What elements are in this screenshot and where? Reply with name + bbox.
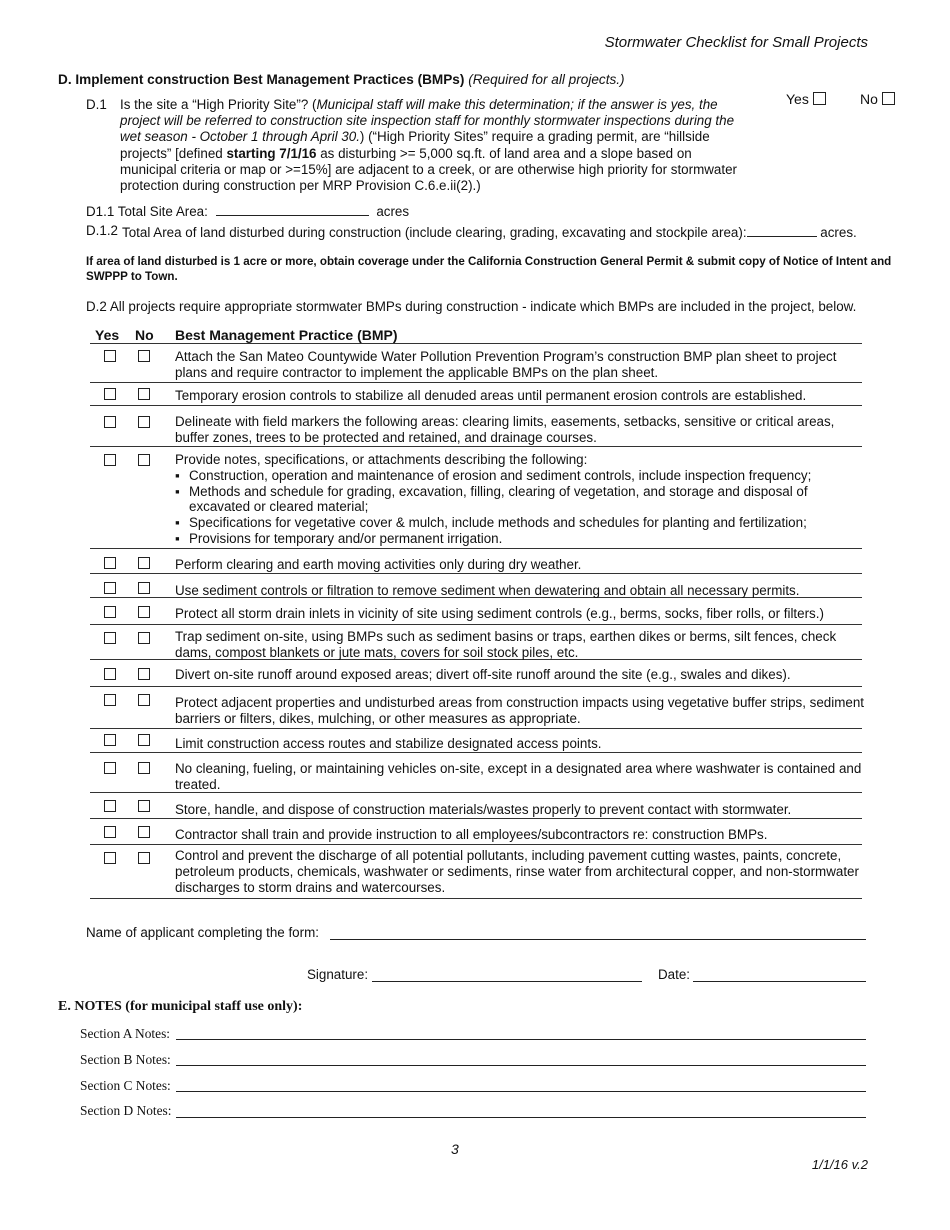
bmp-description: Provide notes, specifications, or attachments describing the following: — [175, 452, 588, 467]
bmp-yes-checkbox[interactable] — [104, 454, 116, 466]
bmp-row-text — [175, 667, 865, 683]
bmp-no-checkbox[interactable] — [138, 734, 150, 746]
bmp-yes-checkbox[interactable] — [104, 800, 116, 812]
d1-no-checkbox[interactable] — [882, 92, 895, 105]
bmp-yes-checkbox[interactable] — [104, 668, 116, 680]
bmp-bullet-item: ▪ Construction, operation and maintenance of erosion and sediment controls, include inspection frequency; — [189, 468, 865, 484]
bmp-yes-checkbox[interactable] — [104, 416, 116, 428]
bmp-row-text — [175, 827, 865, 843]
bmp-yes-checkbox[interactable] — [104, 734, 116, 746]
bmp-row-text — [175, 761, 865, 793]
bmp-no-checkbox[interactable] — [138, 582, 150, 594]
table-row-divider — [90, 446, 862, 447]
bmp-no-checkbox[interactable] — [138, 632, 150, 644]
section-d-notes-label: Section D Notes: — [80, 1103, 172, 1118]
bmp-description: Trap sediment on-site, using BMPs such as sediment basins or traps, earthen dikes or berms, silt fences, check dams, compost blankets or jute mats, covers for soil stock piles, etc. — [175, 629, 837, 660]
section-c-notes-label: Section C Notes: — [80, 1078, 171, 1093]
bmp-no-checkbox[interactable] — [138, 694, 150, 706]
bmp-no-checkbox[interactable] — [138, 350, 150, 362]
bmp-description: Temporary erosion controls to stabilize all denuded areas until permanent erosion controls are established. — [175, 388, 807, 403]
bmp-description: Control and prevent the discharge of all potential pollutants, including pavement cutting wastes, paints, concrete, petroleum products, chemicals, washwater or sediments, rinse water from architectural copper, and non-stormwater discharges to storm drains and watercourses. — [175, 848, 859, 895]
section-a-notes-field[interactable] — [176, 1039, 866, 1040]
bmp-yes-checkbox[interactable] — [104, 852, 116, 864]
d1-1-unit: acres — [376, 204, 410, 219]
bmp-row-text — [175, 629, 865, 661]
d1-2-label: Total Area of land disturbed during construction (include clearing, grading, excavating and stockpile area): — [122, 225, 747, 240]
table-row-divider — [90, 624, 862, 625]
bmp-yes-checkbox[interactable] — [104, 350, 116, 362]
bmp-no-checkbox[interactable] — [138, 416, 150, 428]
bmp-description: No cleaning, fueling, or maintaining vehicles on-site, except in a designated area where washwater is contained and treated. — [175, 761, 862, 792]
bmp-bullet-item: ▪ Methods and schedule for grading, excavation, filling, clearing of vegetation, and storage and disposal of excavated or cleared material; — [189, 484, 865, 516]
d1-no-label: No — [860, 91, 878, 107]
table-row-divider — [90, 686, 862, 687]
bmp-no-checkbox[interactable] — [138, 668, 150, 680]
table-row-divider — [90, 573, 862, 574]
table-row-divider — [90, 382, 862, 383]
col-header-no: No — [135, 327, 154, 343]
applicant-name-field[interactable] — [330, 939, 866, 940]
section-d-subtitle: (Required for all projects.) — [468, 72, 625, 87]
bmp-row-text — [175, 452, 865, 547]
d2-instructions: D.2 All projects require appropriate stormwater BMPs during construction - indicate which BMPs are included in the project, below. — [86, 299, 857, 314]
section-b-notes-field[interactable] — [176, 1065, 866, 1066]
bmp-no-checkbox[interactable] — [138, 557, 150, 569]
bmp-no-checkbox[interactable] — [138, 762, 150, 774]
bmp-no-checkbox[interactable] — [138, 388, 150, 400]
bmp-no-checkbox[interactable] — [138, 800, 150, 812]
table-row-divider — [90, 548, 862, 549]
bmp-row-text — [175, 414, 865, 446]
section-d-notes-field[interactable] — [176, 1117, 866, 1118]
section-c-notes-field[interactable] — [176, 1091, 866, 1092]
section-d-heading — [58, 72, 625, 87]
bmp-row-text — [175, 557, 865, 573]
bmp-yes-checkbox[interactable] — [104, 388, 116, 400]
bmp-description: Attach the San Mateo Countywide Water Pollution Prevention Program’s construction BMP plan sheet to project plans and require contractor to implement the applicable BMPs on the plan sheet. — [175, 349, 837, 380]
section-d-title: D. Implement construction Best Management Practices (BMPs) — [58, 72, 465, 87]
bmp-yes-checkbox[interactable] — [104, 826, 116, 838]
table-row-divider — [90, 818, 862, 819]
d1-2-unit: acres. — [820, 225, 857, 240]
bmp-row-text — [175, 388, 865, 404]
bmp-description: Store, handle, and dispose of construction materials/wastes properly to prevent contact with stormwater. — [175, 802, 792, 817]
bmp-row-text — [175, 736, 865, 752]
bmp-no-checkbox[interactable] — [138, 606, 150, 618]
bmp-yes-checkbox[interactable] — [104, 606, 116, 618]
bmp-no-checkbox[interactable] — [138, 852, 150, 864]
bmp-description: Protect adjacent properties and undisturbed areas from construction impacts using vegetative buffer strips, sediment barriers or filters, dikes, mulching, or other measures as appropriate. — [175, 695, 864, 726]
section-b-notes-label: Section B Notes: — [80, 1052, 171, 1067]
bmp-yes-checkbox[interactable] — [104, 557, 116, 569]
d1-yes-checkbox[interactable] — [813, 92, 826, 105]
date-label: Date: — [658, 967, 691, 982]
bmp-no-checkbox[interactable] — [138, 826, 150, 838]
cgp-notice: If area of land disturbed is 1 acre or more, obtain coverage under the California Construction General Permit & submit copy of Notice of Intent and SWPPP to Town. — [86, 255, 892, 283]
section-a-notes-label: Section A Notes: — [80, 1026, 171, 1041]
d1-question: Is the site a “High Priority Site”? (Municipal staff will make this determination; if the answer is yes, the project will be referred to construction site inspection staff for monthly stormwater inspections during the wet season - October 1 through April 30.) (“High Priority Sites” require a grading permit, are “hillside projects” [defined starting 7/1/16 as disturbing >= 5,000 sq.ft. of land area and a slope based on municipal criteria or map or >=15%] are adjacent to a creek, or are otherwise high priority for stormwater protection during construction per MRP Provision C.6.e.ii(2).) — [120, 97, 737, 194]
d1-1-total-site-area — [86, 204, 409, 219]
bmp-bullet-item: ▪ Provisions for temporary and/or permanent irrigation. — [189, 531, 865, 547]
bmp-row-text — [175, 606, 865, 622]
table-row-divider — [90, 898, 862, 899]
bmp-bullet-list — [175, 468, 865, 547]
bmp-no-checkbox[interactable] — [138, 454, 150, 466]
total-site-area-field[interactable] — [216, 204, 369, 216]
col-header-bmp: Best Management Practice (BMP) — [175, 327, 398, 343]
date-field[interactable] — [693, 981, 866, 982]
bmp-description: Protect all storm drain inlets in vicinity of site using sediment controls (e.g., berms, socks, fiber rolls, or filters.) — [175, 606, 824, 621]
bmp-row-text — [175, 349, 865, 381]
table-row-divider — [90, 844, 862, 845]
bmp-row-text — [175, 848, 865, 895]
signature-label: Signature: — [307, 967, 369, 982]
d1-1-label: D1.1 Total Site Area: — [86, 204, 208, 219]
bmp-yes-checkbox[interactable] — [104, 762, 116, 774]
d1-number: D.1 — [86, 97, 107, 112]
bmp-description: Perform clearing and earth moving activities only during dry weather. — [175, 557, 582, 572]
bmp-row-text — [175, 802, 865, 818]
bmp-description: Use sediment controls or filtration to remove sediment when dewatering and obtain all necessary permits. — [175, 583, 800, 598]
bmp-row-text — [175, 695, 865, 727]
d1-no-option[interactable] — [860, 91, 895, 107]
table-row-divider — [90, 752, 862, 753]
bmp-row-text — [175, 583, 865, 599]
table-row-divider — [90, 405, 862, 406]
section-e-title: E. NOTES (for municipal staff use only): — [58, 999, 303, 1014]
bmp-description: Delineate with field markers the following areas: clearing limits, easements, setbacks, sensitive or critical areas, buffer zones, trees to be protected and retained, and drainage courses. — [175, 414, 835, 445]
bmp-description: Divert on-site runoff around exposed areas; divert off-site runoff around the site (e.g., swales and dikes). — [175, 667, 791, 682]
bmp-yes-checkbox[interactable] — [104, 632, 116, 644]
signature-field[interactable] — [372, 981, 642, 982]
d1-2-number: D.1.2 — [86, 223, 119, 238]
bmp-yes-checkbox[interactable] — [104, 582, 116, 594]
col-header-yes: Yes — [95, 327, 120, 343]
bmp-description: Contractor shall train and provide instruction to all employees/subcontractors re: construction BMPs. — [175, 827, 768, 842]
table-row-divider — [90, 728, 862, 729]
d1-2-disturbed-area — [86, 225, 857, 240]
bmp-yes-checkbox[interactable] — [104, 694, 116, 706]
page-number: 3 — [451, 1141, 459, 1157]
version-label: 1/1/16 v.2 — [811, 1157, 868, 1172]
page-header-title: Stormwater Checklist for Small Projects — [604, 34, 868, 51]
table-row-divider — [90, 343, 862, 344]
bmp-bullet-item: ▪ Specifications for vegetative cover & mulch, include methods and schedules for planting and fertilization; — [189, 515, 865, 531]
d1-yes-label: Yes — [786, 91, 809, 107]
d1-yes-option[interactable] — [786, 91, 826, 107]
bmp-description: Limit construction access routes and stabilize designated access points. — [175, 736, 602, 751]
applicant-name-label: Name of applicant completing the form: — [86, 925, 319, 940]
disturbed-area-field[interactable] — [747, 225, 817, 237]
